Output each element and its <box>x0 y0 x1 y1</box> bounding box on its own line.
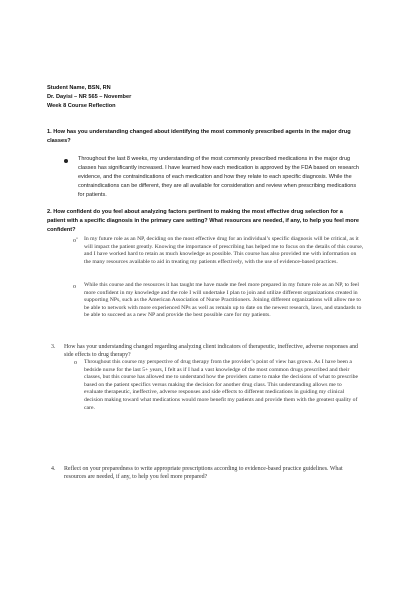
question-3: How has your understanding changed regarding analyzing client indicators of therapeutic, ineffective, adverse responses and side effects to drug therapy? <box>64 344 358 358</box>
student-name: Student Name, BSN, RN <box>47 85 111 91</box>
question-2: 2. How confident do you feel about analyzing factors pertinent to making the most effective drug selection for a patient with a specific diagnosis in the primary care setting? What resources are needed, if any, to help you feel more confident? <box>47 209 359 233</box>
question-4: Reflect on your preparedness to write appropriate prescriptions according to evidence-based practice guidelines. What resources are needed, if any, to help you feel more prepared? <box>64 466 343 480</box>
question-4-number: 4. <box>51 466 56 472</box>
answer-1: Throughout the last 8 weeks, my understanding of the most commonly prescribed medications in the major drug classes has significantly increased. I have learned how each medication is approved by the FDA based on research evidence, and the contraindications of each medication and how they relate to each specific diagnosis. While the contraindications can be different, they are all available for consideration and review when prescribing medications for patients. <box>78 156 359 199</box>
document-header <box>47 84 131 112</box>
instructor-course: Dr. Dayisi – NR 565 – November <box>47 94 132 101</box>
sub-bullet-marker: o˚ <box>73 238 78 244</box>
assignment-title: Week 8 Course Reflection <box>47 103 116 110</box>
answer-2a: In my future role as an NP, deciding on the most effective drug for an individual’s specific diagnosis will be critical, as it will impact the patient greatly. Knowing the importance of prescribing has helped me to focus on the details of this course, and I have worked hard to retain as much knowledge as possible. This course has also provided me with information on the many resources available to aid in treating my patients effectively, with the use of evidence-based practices. <box>84 236 364 265</box>
question-1: 1. How has you understanding changed about identifying the most commonly prescribed agents in the major drug classes? <box>47 129 351 144</box>
question-3-number: 3. <box>51 344 56 350</box>
bullet-marker <box>64 159 68 163</box>
sub-bullet-marker: o <box>73 284 76 290</box>
answer-2b: While this course and the resources it has taught me have made me feel more prepared in my future role as an NP, to feel more confident in my knowledge and the role I will undertake I plan to join and utilize different organizations created in supporting NPs, such as the American Association of Nurse Practitioners. Joining different organizations will allow me to be able to network with more experienced NPs as well as remain up to date on the newest research, laws, and standards to be able to succeed as a new NP and provide the best possible care for my patients. <box>84 282 362 319</box>
sub-bullet-marker: o <box>74 360 77 366</box>
answer-3: Throughout this course my perspective of drug therapy from the provider’s point of view has grown. As I have been a bedside nurse for the last 5+ years, I felt as if I had a vast knowledge of the most common drugs prescribed and their classes, but this course has allowed me to understand how the providers came to make the decisions of what to prescribe based on the patient specifics versus making the decision for another drug class. This understanding allows me to evaluate therapeutic, ineffective, adverse responses and side effects to different medications in guiding my clinical decision making toward what medications would more benefit my patients and provide them with the greatest quality of care. <box>84 359 359 411</box>
